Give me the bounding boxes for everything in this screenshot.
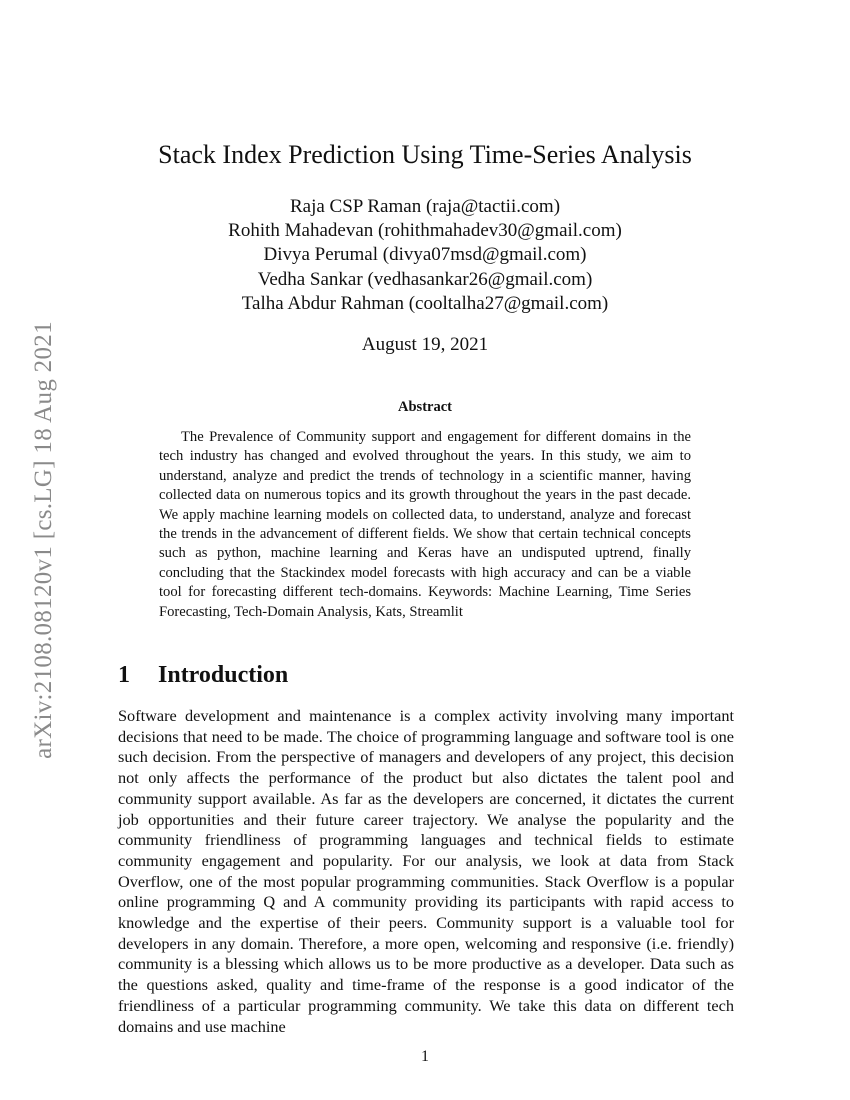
- paper-title: Stack Index Prediction Using Time-Series Analysis: [158, 140, 692, 169]
- author-list: [0, 195, 850, 316]
- section-number: 1: [118, 662, 130, 688]
- author-line: Talha Abdur Rahman (cooltalha27@gmail.com): [241, 292, 609, 314]
- author-line: Raja CSP Raman (raja@tactii.com): [289, 196, 561, 217]
- author-line: Divya Perumal (divya07msd@gmail.com): [263, 244, 587, 266]
- author-line: Rohith Mahadevan (rohithmahadev30@gmail.com): [228, 220, 622, 242]
- page-number: 1: [421, 1048, 429, 1065]
- arxiv-identifier-stamp: arXiv:2108.08120v1 [cs.LG] 18 Aug 2021: [30, 321, 57, 759]
- author-line: Vedha Sankar (vedhasankar26@gmail.com): [257, 268, 593, 290]
- abstract-heading: Abstract: [398, 399, 452, 415]
- section-title: Introduction: [158, 662, 289, 688]
- section-heading-introduction: [118, 660, 288, 690]
- publication-date: August 19, 2021: [361, 334, 489, 355]
- abstract-text: The Prevalence of Community support and engagement for different domains in the tech industry has changed and evolved throughout the years. In this study, we aim to understand, analyze and predict the trends of technology in a scientific manner, having collected data on numerous topics and its growth throughout the years in the past decade. We apply machine learning models on collected data, to understand, analyze and forecast the trends in the advancement of different fields. We show that certain technical concepts such as python, machine learning and Keras have an undisputed uptrend, finally concluding that the Stackindex model forecasts with high accuracy and can be a viable tool for forecasting different tech-domains. Keywords: Machine Learning, Time Series Forecasting, Tech-Domain Analysis, Kats, Streamlit: [159, 429, 691, 620]
- introduction-text: Software development and maintenance is a complex activity involving many important decisions that need to be made. The choice of programming language and software tool is one such decision. From the perspective of managers and developers of any project, this decision not only affects the performance of the product but also dictates the talent pool and community support available. As far as the developers are concerned, it dictates the current job opportunities and their future career trajectory. We analyse the popularity and the community friendliness of programming languages and technical fields to estimate community engagement and popularity. For our analysis, we look at data from Stack Overflow, one of the most popular programming communities. Stack Overflow is a popular online programming Q and A community providing its participants with rapid access to knowledge and the expertise of their peers. Community support is a valuable tool for developers in any domain. Therefore, a more open, welcoming and responsive (i.e. friendly) community is a blessing which allows us to be more productive as a developer. Data such as the questions asked, quality and time-frame of the response is a good indicator of the friendliness of a particular programming community. We take this data on different tech domains and use machine: [118, 706, 734, 1036]
